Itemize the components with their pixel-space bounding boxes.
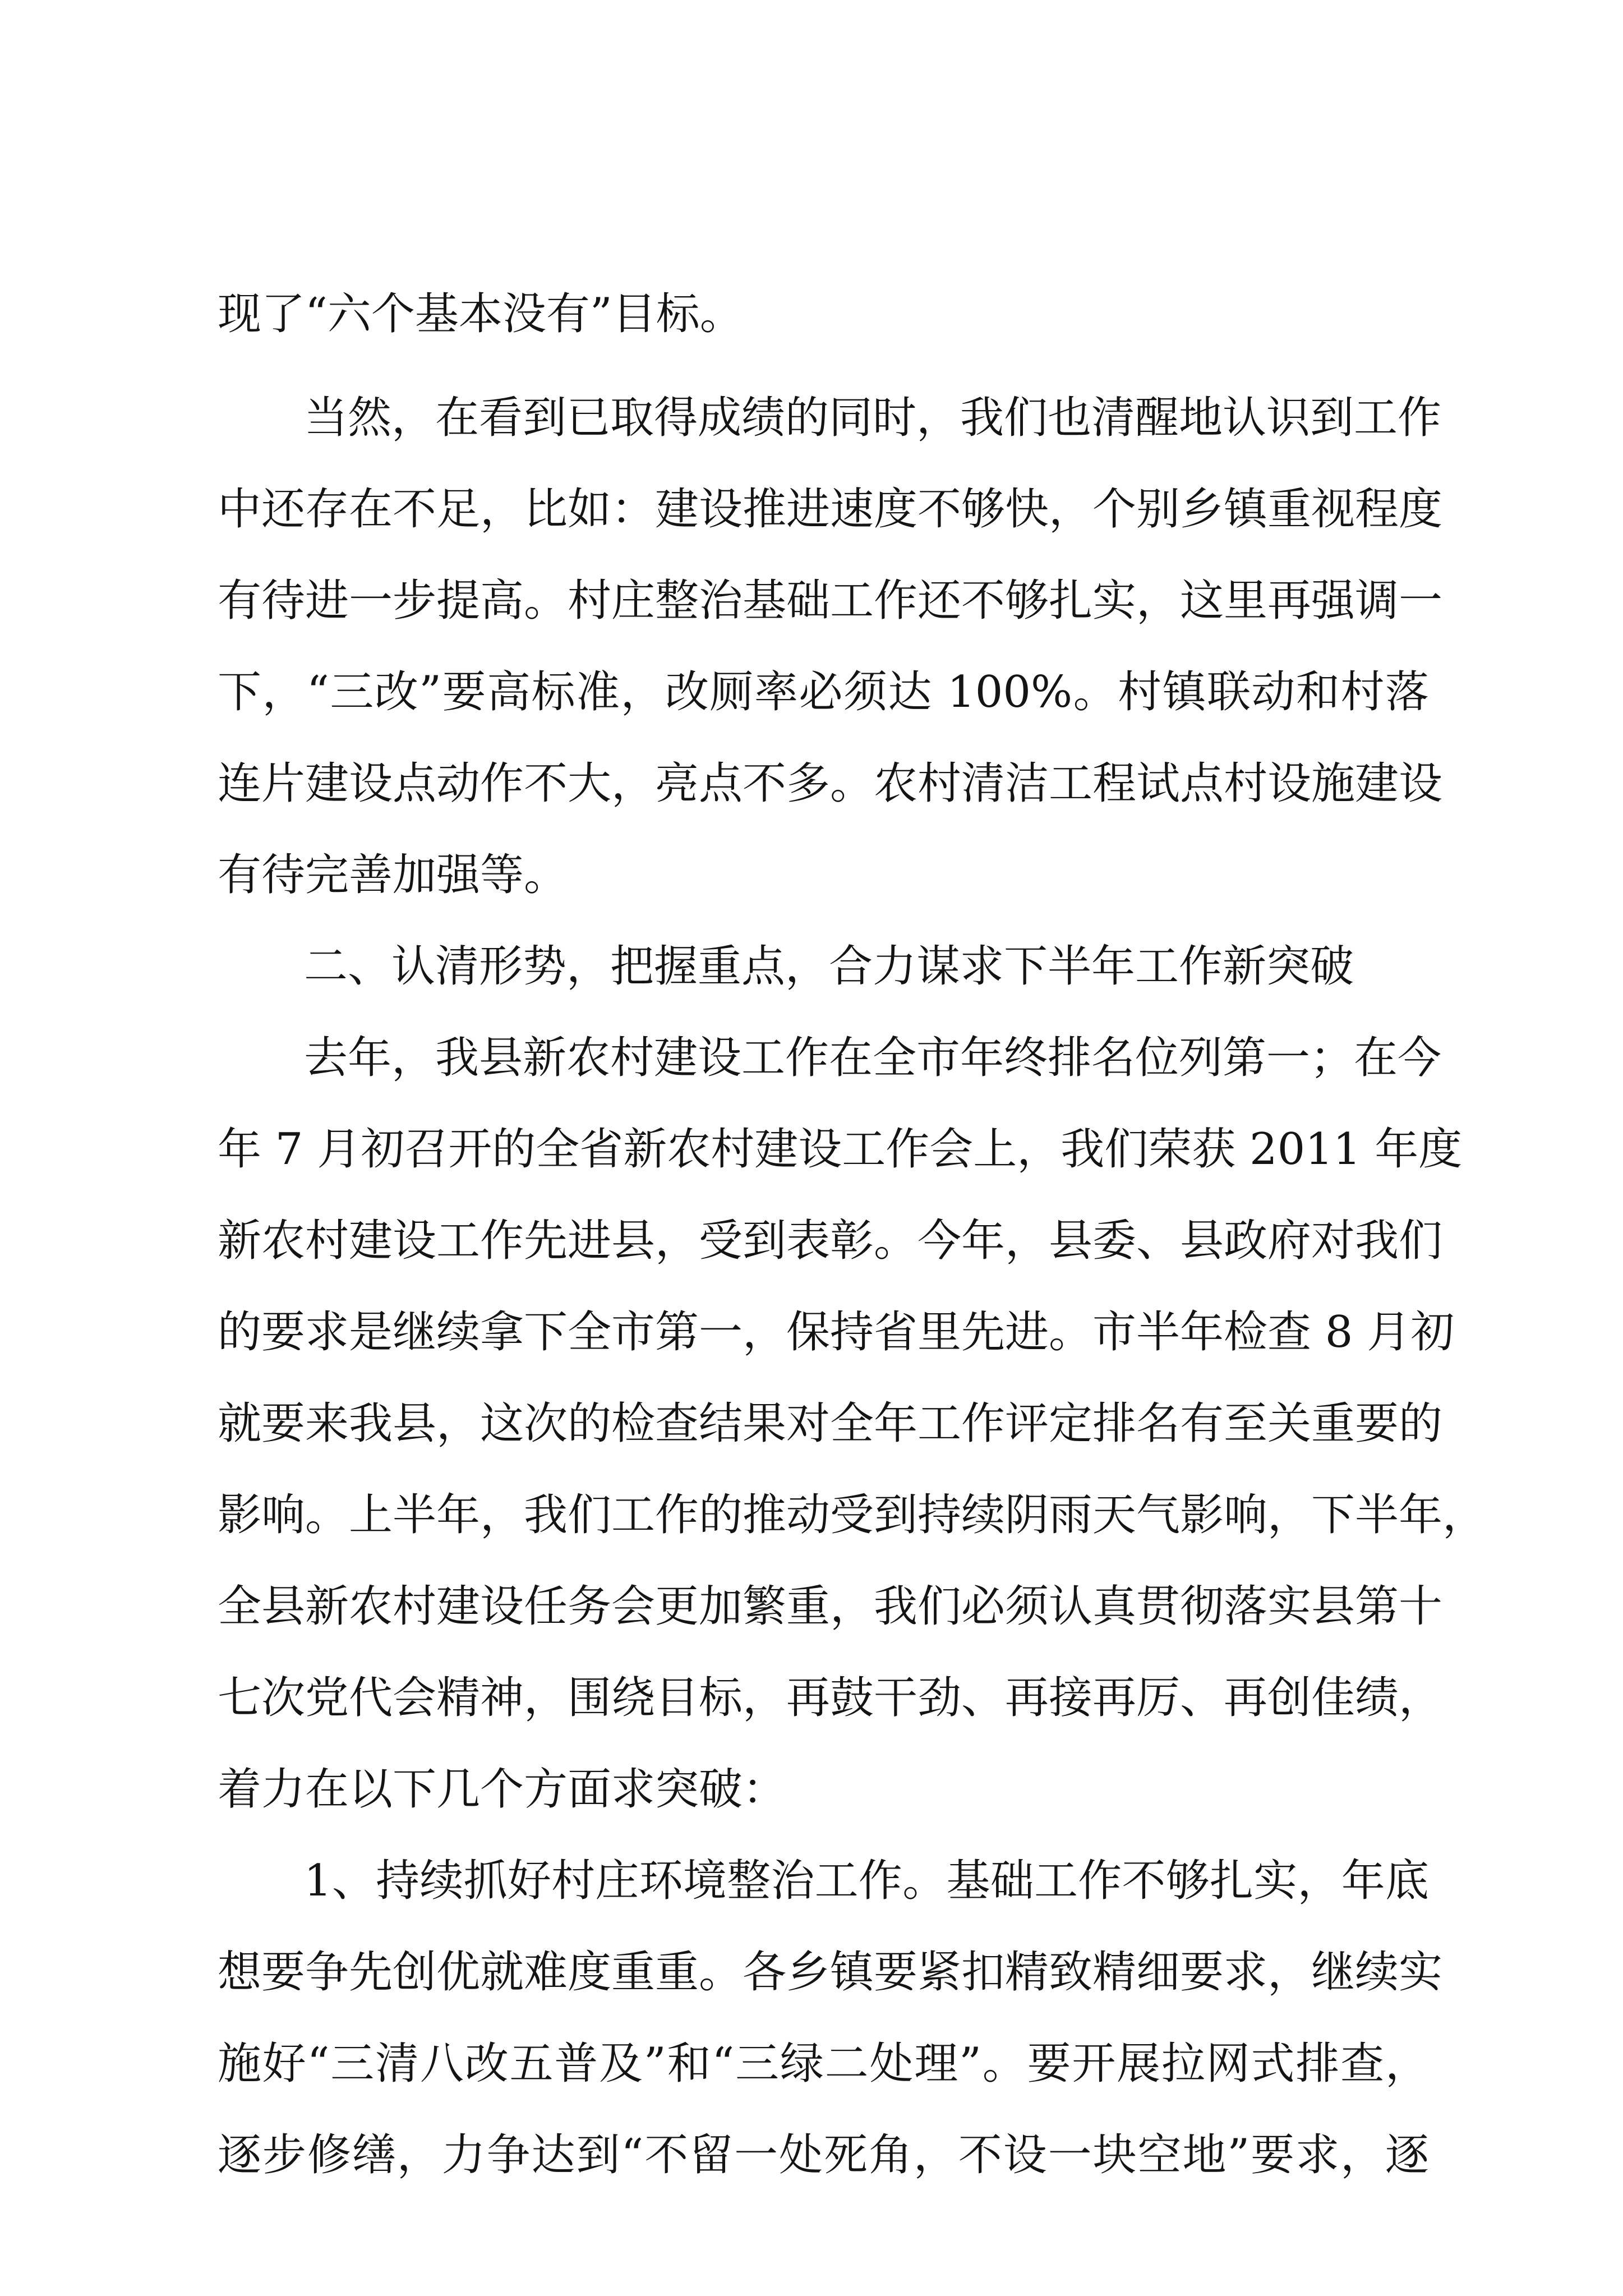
paragraph-line: 中还存在不足，比如：建设推进速度不够快，个别乡镇重视程度 <box>218 484 1443 535</box>
paragraph-line: 1、持续抓好村庄环境整治工作。基础工作不够扎实，年底 <box>304 1856 1429 1906</box>
paragraph-line: 年 7 月初召开的全省新农村建设工作会上，我们荣获 2011 年度 <box>218 1124 1463 1175</box>
paragraph-line: 有待完善加强等。 <box>218 850 568 900</box>
paragraph-line: 当然，在看到已取得成绩的同时，我们也清醒地认识到工作 <box>304 393 1442 443</box>
paragraph-line: 现了“六个基本没有”目标。 <box>218 289 744 339</box>
paragraph-line: 就要来我县，这次的检查结果对全年工作评定排名有至关重要的 <box>218 1398 1443 1449</box>
paragraph-line: 新农村建设工作先进县，受到表彰。今年，县委、县政府对我们 <box>218 1216 1443 1266</box>
paragraph-line: 着力在以下几个方面求突破： <box>218 1764 787 1815</box>
paragraph-line: 有待进一步提高。村庄整治基础工作还不够扎实，这里再强调一 <box>218 576 1443 626</box>
section-heading: 二、认清形势，把握重点，合力谋求下半年工作新突破 <box>304 941 1354 992</box>
paragraph-line: 下，“三改”要高标准，改厕率必须达 100%。村镇联动和村落 <box>218 667 1429 717</box>
paragraph-line: 连片建设点动作不大，亮点不多。农村清洁工程试点村设施建设 <box>218 758 1443 809</box>
paragraph-line: 的要求是继续拿下全市第一，保持省里先进。市半年检查 8 月初 <box>218 1307 1455 1358</box>
paragraph-line: 想要争先创优就难度重重。各乡镇要紧扣精致精细要求，继续实 <box>218 1947 1443 1998</box>
paragraph-line: 全县新农村建设任务会更加繁重，我们必须认真贯彻落实县第十 <box>218 1581 1443 1632</box>
paragraph-line: 逐步修缮，力争达到“不留一处死角，不设一块空地”要求，逐 <box>218 2130 1429 2180</box>
paragraph-line: 影响。上半年，我们工作的推动受到持续阴雨天气影响，下半年， <box>218 1490 1487 1540</box>
paragraph-line: 去年，我县新农村建设工作在全市年终排名位列第一；在今 <box>304 1033 1442 1083</box>
paragraph-line: 七次党代会精神，围绕目标，再鼓干劲、再接再厉、再创佳绩， <box>218 1673 1443 1723</box>
paragraph-line: 施好“三清八改五普及”和“三绿二处理”。要开展拉网式排查， <box>218 2039 1429 2089</box>
